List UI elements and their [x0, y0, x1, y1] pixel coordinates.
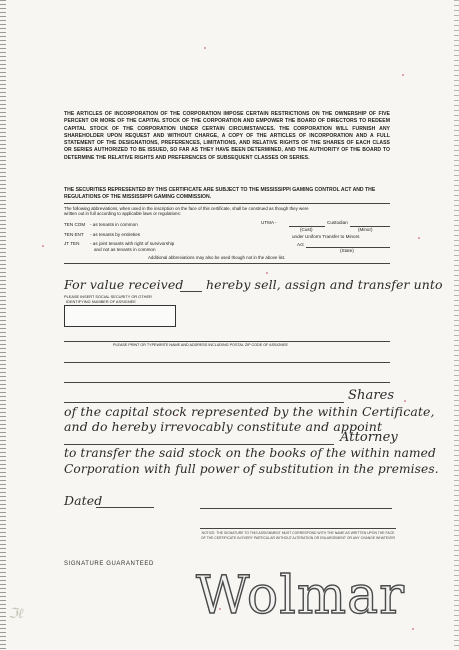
ssn-label-2: IDENTIFYING NUMBER OF ASSIGNEE	[66, 299, 136, 304]
paper-speck	[412, 628, 414, 630]
print-name-label: PLEASE PRINT OR TYPEWRITE NAME AND ADDRESS INCLUDING POSTAL ZIP CODE OF ASSIGNEE	[113, 343, 288, 347]
abbr-ten-ent-desc: - as tenants by entireties	[90, 232, 141, 237]
hereby-sell-assign: hereby sell, assign and transfer unto	[206, 277, 443, 292]
shares-line[interactable]	[64, 402, 344, 403]
dated-label: Dated	[64, 493, 103, 508]
to-transfer-text: to transfer the said stock on the books of the within named	[64, 446, 436, 460]
irrevocably-text: and do hereby irrevocably constitute and appoint	[64, 419, 383, 434]
abbr-under-act: under Uniform Transfer to Minors	[292, 234, 360, 239]
signature-line[interactable]	[200, 508, 392, 509]
notice-rule	[200, 528, 396, 529]
attorney-label: Attorney	[340, 430, 398, 445]
divider-rule	[64, 203, 390, 204]
paper-speck	[266, 272, 268, 274]
for-value-received: For value received	[64, 277, 184, 292]
assignee-line-1[interactable]	[64, 341, 390, 342]
right-perforation	[454, 0, 459, 650]
divider-rule	[64, 263, 390, 264]
assignee-line-3[interactable]	[64, 382, 390, 383]
capital-stock-text: of the capital stock represented by the within Certificate,	[64, 404, 435, 419]
abbreviations-intro-1: The following abbreviations, when used in the inscription on the face of this certificate, shall be construed as though they were	[64, 206, 309, 211]
paper-speck	[204, 47, 206, 49]
attorney-line[interactable]	[64, 444, 334, 445]
corporation-text: Corporation with full power of substitution in the premises.	[64, 462, 439, 476]
abbr-utma: UTMA -	[261, 220, 277, 225]
abbr-jt-ten-desc-1: - as joint tenants with right of survivorship	[90, 241, 175, 246]
abbr-jt-ten: JT TEN	[64, 241, 80, 246]
signature-notice: NOTICE: THE SIGNATURE TO THIS ASSIGNMENT MUST CORRESPOND WITH THE NAME AS WRITTEN UPON THE FACE OF THE CERTIFICATE IN EVERY PARTICULAR WITHOUT ALTERATION OR ENLARGEMENT OR ANY CHANGE WHATEVER	[201, 531, 395, 540]
abbr-jt-ten-desc-2: and not as tenants in common	[94, 247, 156, 252]
abbr-ten-ent: TEN ENT	[64, 232, 84, 237]
restrictions-paragraph: THE ARTICLES OF INCORPORATION OF THE CORPORATION IMPOSE CERTAIN RESTRICTIONS ON THE OWNERSHIP OF FIVE PERCENT OR MORE OF THE CAPITAL STOCK OF THE CORPORATION AND EMPOWER THE BOARD OF DIRECTORS TO REDEEM CAPITAL STOCK OF THE CORPORATION UNDER CERTAIN CIRCUMSTANCES. THE CORPORATION WILL FURNISH ANY SHAREHOLDER UPON REQUEST AND WITHOUT CHARGE, A COPY OF THE ARTICLES OF INCORPORATION AND A FULL STATEMENT OF THE DESIGNATIONS, PREFERENCES, LIMITATIONS, AND RELATIVE RIGHTS OF THE SHARES OF EACH CLASS OR SERIES AUTHORIZED TO BE ISSUED, SO FAR AS THEY HAVE BEEN DETERMINED, AND THE AUTHORITY OF THE BOARD TO DETERMINE THE RELATIVE RIGHTS AND PREFERENCES OF SUBSEQUENT CLASSES OR SERIES.	[64, 111, 390, 161]
abbr-act: Act	[297, 242, 304, 247]
dated-line[interactable]	[96, 507, 154, 508]
left-perforation	[0, 0, 6, 650]
paper-speck	[418, 237, 420, 239]
signature-guaranteed: SIGNATURE GUARANTEED	[64, 561, 154, 567]
abbreviations-intro-2: written out in full according to applicable laws or regulations:	[64, 211, 181, 216]
abbr-custodian: Custodian	[327, 220, 348, 225]
abbr-minor: (Minor)	[358, 227, 373, 232]
assignee-line-2[interactable]	[64, 362, 390, 363]
additional-abbreviations: Additional abbreviations may also be used though not in the above list.	[148, 255, 286, 260]
gaming-commission-notice: THE SECURITIES REPRESENTED BY THIS CERTIFICATE ARE SUBJECT TO THE MISSISSIPPI GAMING CONTROL ACT AND THE REGULATIONS OF THE MISSISSIPPI GAMING COMMISSION.	[64, 187, 376, 201]
abbr-ten-com: TEN COM	[64, 222, 86, 227]
abbr-cust: (Cust)	[300, 227, 313, 232]
ssn-label-1: PLEASE INSERT SOCIAL SECURITY OR OTHER	[64, 294, 152, 299]
wolmar-watermark: Wolmar	[196, 566, 406, 626]
ssn-input-box[interactable]	[64, 305, 176, 327]
faded-corner-stamp: ℑℓ	[8, 606, 24, 622]
for-value-line	[180, 291, 202, 292]
paper-speck	[404, 400, 406, 402]
paper-speck	[42, 245, 44, 247]
abbr-state: (State)	[340, 248, 354, 253]
shares-label: Shares	[348, 388, 395, 403]
paper-speck	[402, 74, 404, 76]
abbr-ten-com-desc: - as tenants in common	[90, 222, 138, 227]
